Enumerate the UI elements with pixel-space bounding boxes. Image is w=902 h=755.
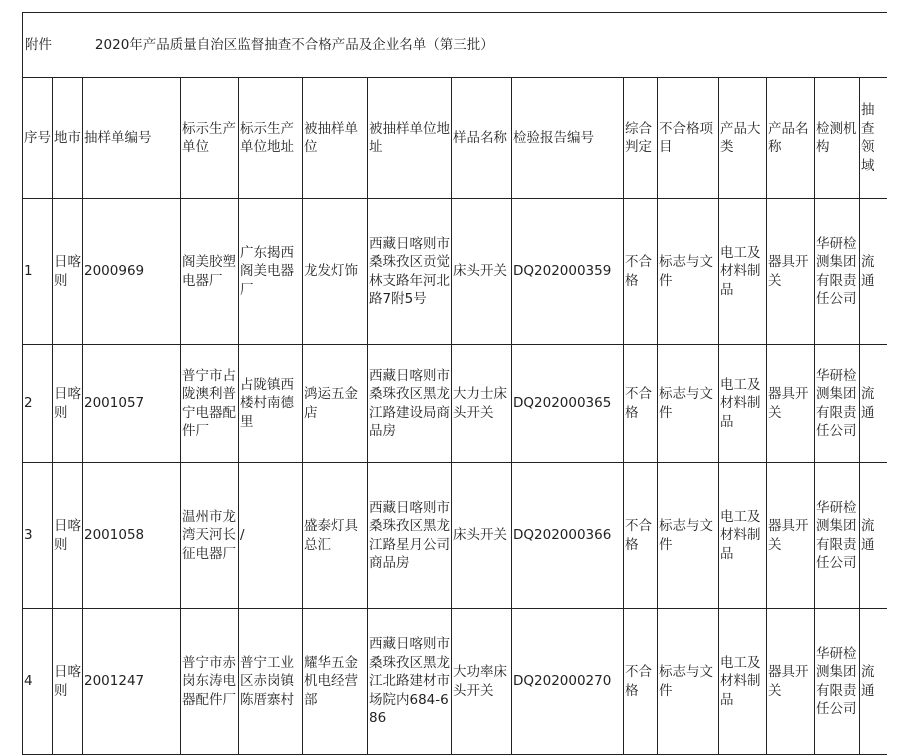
cell-sample-name: 床头开关 — [452, 463, 512, 609]
cell-report-no: DQ202000359 — [512, 199, 624, 345]
cell-report-no: DQ202000365 — [512, 345, 624, 463]
cell-category: 电工及材料制品 — [719, 199, 767, 345]
cell-index: 4 — [23, 609, 53, 755]
header-failed-items: 不合格项目 — [658, 78, 719, 199]
cell-sampled-unit: 鸿运五金店 — [303, 345, 368, 463]
cell-product-name: 器具开关 — [767, 609, 815, 755]
cell-product-name: 器具开关 — [767, 199, 815, 345]
cell-city: 日喀则 — [53, 609, 83, 755]
title-label: 附件 — [25, 36, 52, 53]
cell-sampled-unit-address: 西藏日喀则市桑珠孜区贡觉林支路年河北路7附5号 — [368, 199, 452, 345]
cell-verdict: 不合格 — [624, 609, 658, 755]
cell-city: 日喀则 — [53, 199, 83, 345]
cell-manufacturer-address: 占陇镇西楼村南德里 — [239, 345, 303, 463]
table-row — [23, 463, 888, 609]
cell-manufacturer: 温州市龙湾天河长征电器厂 — [181, 463, 239, 609]
cell-manufacturer-address: 普宁工业区赤岗镇陈厝寨村 — [239, 609, 303, 755]
cell-category: 电工及材料制品 — [719, 463, 767, 609]
cell-domain: 流通 — [860, 463, 888, 609]
cell-sampled-unit-address: 西藏日喀则市桑珠孜区黑龙江路星月公司商品房 — [368, 463, 452, 609]
cell-report-no: DQ202000270 — [512, 609, 624, 755]
header-sample-name: 样品名称 — [452, 78, 512, 199]
cell-sampled-unit-address: 西藏日喀则市桑珠孜区黑龙江路建设局商品房 — [368, 345, 452, 463]
cell-failed-items: 标志与文件 — [658, 609, 719, 755]
cell-sampled-unit: 盛泰灯具总汇 — [303, 463, 368, 609]
cell-manufacturer: 阁美胶塑电器厂 — [181, 199, 239, 345]
cell-domain: 流通 — [860, 609, 888, 755]
cell-lab: 华研检测集团有限责任公司 — [815, 345, 860, 463]
document-sheet — [22, 12, 887, 755]
cell-sample-no: 2000969 — [83, 199, 181, 345]
table-row — [23, 609, 888, 755]
cell-verdict: 不合格 — [624, 463, 658, 609]
cell-index: 3 — [23, 463, 53, 609]
table-row — [23, 199, 888, 345]
cell-manufacturer-address: 广东揭西阁美电器厂 — [239, 199, 303, 345]
header-lab: 检测机构 — [815, 78, 860, 199]
title-row — [23, 13, 888, 78]
cell-sampled-unit-address: 西藏日喀则市桑珠孜区黑龙江北路建材市场院内684-686 — [368, 609, 452, 755]
cell-product-name: 器具开关 — [767, 345, 815, 463]
title-text: 2020年产品质量自治区监督抽查不合格产品及企业名单（第三批） — [94, 36, 494, 53]
header-sample-no: 抽样单编号 — [83, 78, 181, 199]
cell-sample-no: 2001247 — [83, 609, 181, 755]
cell-lab: 华研检测集团有限责任公司 — [815, 199, 860, 345]
header-sampled-unit-address: 被抽样单位地址 — [368, 78, 452, 199]
header-manufacturer: 标示生产单位 — [181, 78, 239, 199]
cell-sampled-unit: 耀华五金机电经营部 — [303, 609, 368, 755]
header-row — [23, 78, 888, 199]
cell-sample-name: 床头开关 — [452, 199, 512, 345]
header-domain: 抽查领域 — [860, 78, 888, 199]
cell-index: 2 — [23, 345, 53, 463]
cell-index: 1 — [23, 199, 53, 345]
cell-failed-items: 标志与文件 — [658, 345, 719, 463]
header-verdict: 综合判定 — [624, 78, 658, 199]
cell-sample-name: 大功率床头开关 — [452, 609, 512, 755]
cell-city: 日喀则 — [53, 345, 83, 463]
cell-failed-items: 标志与文件 — [658, 199, 719, 345]
header-sampled-unit: 被抽样单位 — [303, 78, 368, 199]
cell-product-name: 器具开关 — [767, 463, 815, 609]
table-row — [23, 345, 888, 463]
header-report-no: 检验报告编号 — [512, 78, 624, 199]
header-index: 序号 — [23, 78, 53, 199]
cell-lab: 华研检测集团有限责任公司 — [815, 463, 860, 609]
cell-manufacturer: 普宁市赤岗东涛电器配件厂 — [181, 609, 239, 755]
cell-sampled-unit: 龙发灯饰 — [303, 199, 368, 345]
cell-lab: 华研检测集团有限责任公司 — [815, 609, 860, 755]
header-product-name: 产品名称 — [767, 78, 815, 199]
header-city: 地市 — [53, 78, 83, 199]
cell-city: 日喀则 — [53, 463, 83, 609]
header-manufacturer-address: 标示生产单位地址 — [239, 78, 303, 199]
unqualified-products-table — [22, 12, 887, 755]
cell-sample-name: 大力士床头开关 — [452, 345, 512, 463]
cell-domain: 流通 — [860, 199, 888, 345]
cell-manufacturer-address: / — [239, 463, 303, 609]
cell-category: 电工及材料制品 — [719, 345, 767, 463]
cell-report-no: DQ202000366 — [512, 463, 624, 609]
cell-sample-no: 2001058 — [83, 463, 181, 609]
document-title — [23, 13, 888, 78]
cell-category: 电工及材料制品 — [719, 609, 767, 755]
cell-verdict: 不合格 — [624, 199, 658, 345]
cell-sample-no: 2001057 — [83, 345, 181, 463]
cell-verdict: 不合格 — [624, 345, 658, 463]
cell-domain: 流通 — [860, 345, 888, 463]
cell-failed-items: 标志与文件 — [658, 463, 719, 609]
cell-manufacturer: 普宁市占陇澳利普宁电器配件厂 — [181, 345, 239, 463]
header-category: 产品大类 — [719, 78, 767, 199]
